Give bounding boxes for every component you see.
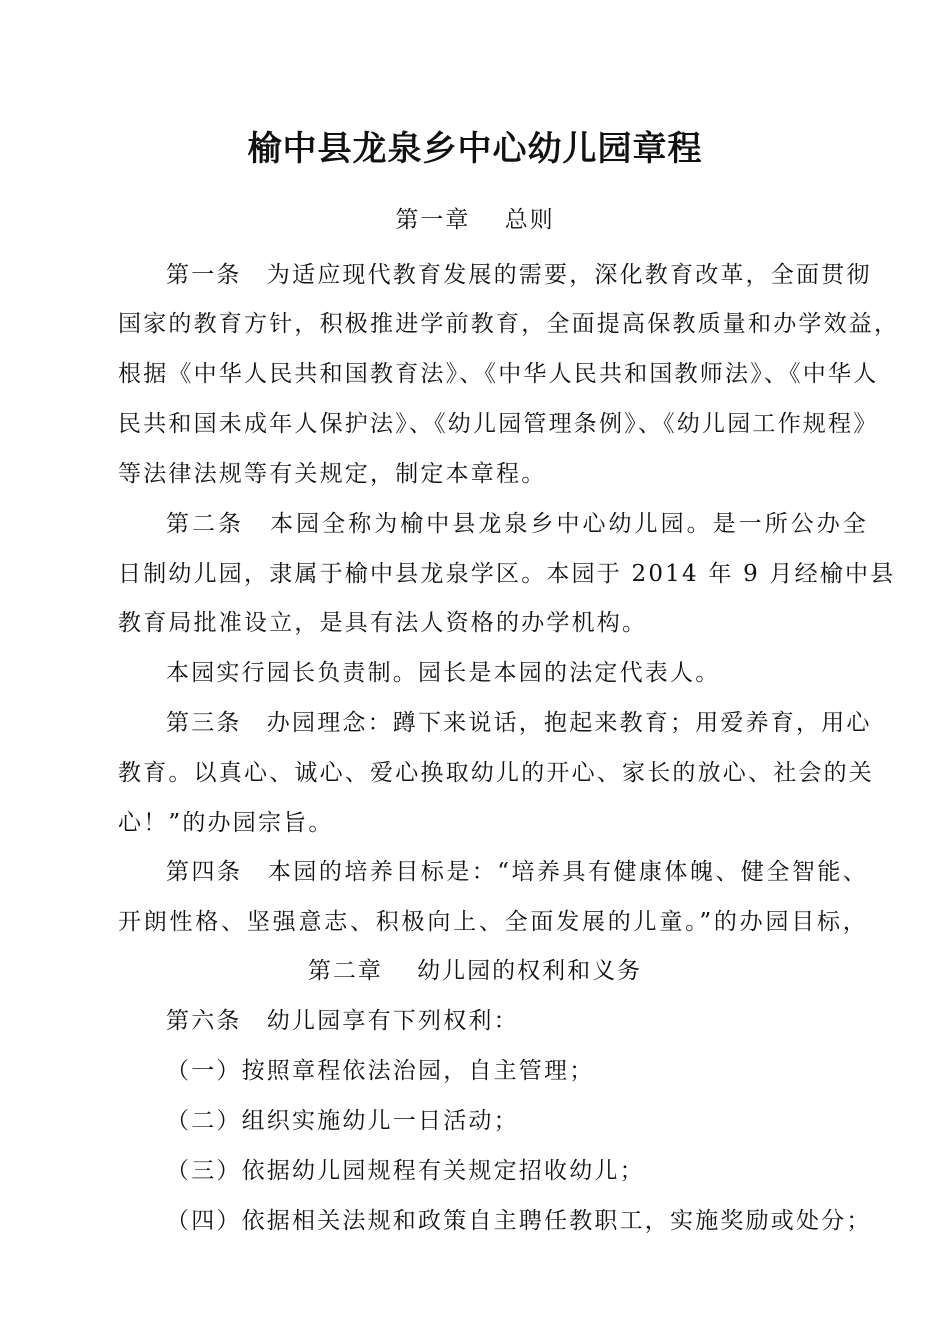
article-2-paragraph-2: 本园实行园长负责制。园长是本园的法定代表人。 xyxy=(166,660,721,686)
article-2-line-2: 日制幼儿园，隶属于榆中县龙泉学区。本园于 2014 年 9 月经榆中县 xyxy=(118,561,896,587)
article-1-line-1: 第一条 为适应现代教育发展的需要，深化教育改革，全面贯彻 xyxy=(166,262,872,288)
article-2-line-3: 教育局批准设立，是具有法人资格的办学机构。 xyxy=(118,610,648,636)
article-1-line-3: 根据《中华人民共和国教育法》、《中华人民共和国教师法》、《中华人 xyxy=(118,361,879,387)
article-2-line-1: 第二条 本园全称为榆中县龙泉乡中心幼儿园。是一所公办全 xyxy=(166,511,868,537)
article-6-item-1: （一）按照章程依法治园，自主管理； xyxy=(166,1058,595,1084)
article-4-line-1: 第四条 本园的培养目标是：“培养具有健康体魄、健全智能、 xyxy=(166,859,868,885)
article-1-line-5: 等法律法规等有关规定，制定本章程。 xyxy=(118,461,547,487)
article-6-item-4: （四）依据相关法规和政策自主聘任教职工，实施奖励或处分； xyxy=(166,1208,872,1234)
article-6-item-3: （三）依据幼儿园规程有关规定招收幼儿； xyxy=(166,1158,645,1184)
article-3-line-1: 第三条 办园理念：蹲下来说话，抱起来教育；用爱养育，用心 xyxy=(166,710,872,736)
article-3-line-3: 心！”的办园宗旨。 xyxy=(118,810,334,836)
article-6-intro: 第六条 幼儿园享有下列权利： xyxy=(166,1008,519,1034)
chapter-2-heading: 第二章 幼儿园的权利和义务 xyxy=(307,958,643,984)
article-4-line-2: 开朗性格、坚强意志、积极向上、全面发展的儿童。”的办园目标， xyxy=(118,909,868,935)
document-title: 榆中县龙泉乡中心幼儿园章程 xyxy=(247,129,703,169)
article-1-line-4: 民共和国未成年人保护法》、《幼儿园管理条例》、《幼儿园工作规程》 xyxy=(118,411,879,437)
article-3-line-2: 教育。以真心、诚心、爱心换取幼儿的开心、家长的放心、社会的关 xyxy=(118,760,874,786)
article-6-item-2: （二）组织实施幼儿一日活动； xyxy=(166,1108,519,1134)
chapter-1-heading: 第一章 总则 xyxy=(395,207,555,233)
article-1-line-2: 国家的教育方针，积极推进学前教育，全面提高保教质量和办学效益， xyxy=(118,311,900,337)
